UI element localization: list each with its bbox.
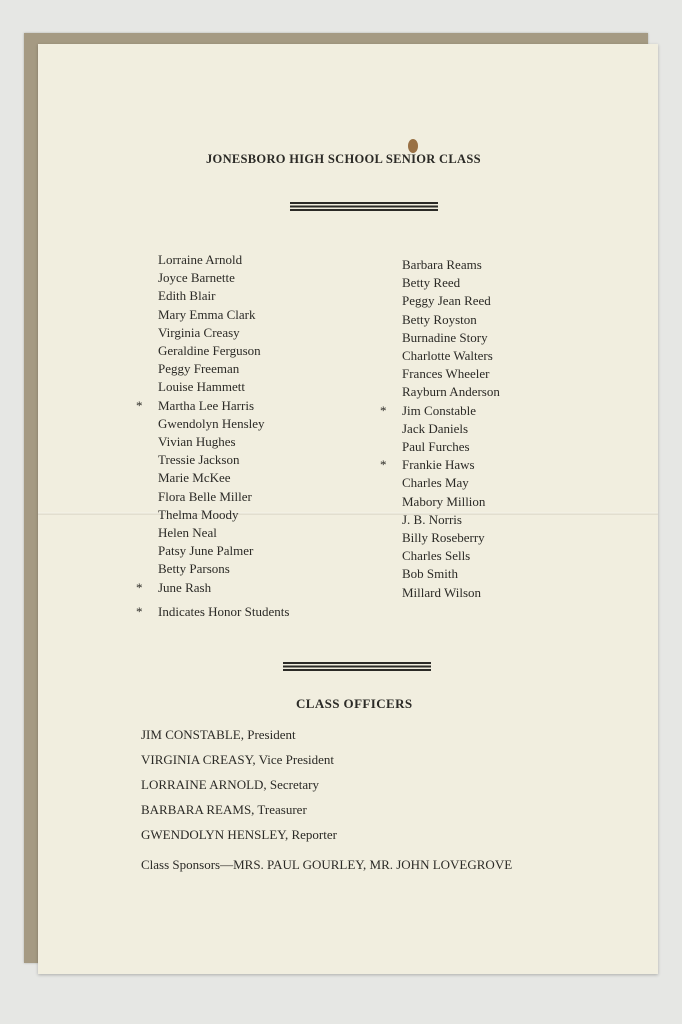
student-name-text: Billy Roseberry	[402, 530, 485, 546]
honor-marker: *	[136, 579, 143, 595]
student-name-text: Joyce Barnette	[158, 270, 235, 286]
student-name-text: Paul Furches	[402, 439, 470, 455]
student-name-text: Charles May	[402, 475, 469, 491]
student-name	[402, 584, 500, 602]
officer-vice-president: VIRGINIA CREASY, Vice President	[141, 752, 335, 767]
officer-secretary: LORRAINE ARNOLD, Secretary	[141, 777, 319, 792]
student-name	[402, 329, 500, 347]
student-name-text: Flora Belle Miller	[158, 488, 252, 504]
student-name	[402, 292, 500, 310]
officer-president: JIM CONSTABLE, President	[141, 727, 296, 742]
student-name	[402, 365, 500, 383]
student-name-text: Helen Neal	[158, 525, 217, 541]
student-name-text: Edith Blair	[158, 288, 216, 304]
student-name-text: Frankie Haws	[402, 457, 475, 473]
student-name	[402, 493, 500, 511]
student-name	[158, 342, 265, 360]
student-name-text: Betty Reed	[402, 275, 461, 291]
student-name-text: Jack Daniels	[402, 420, 469, 436]
student-name-text: Mabory Million	[402, 493, 486, 509]
student-name	[136, 579, 265, 597]
student-name	[158, 542, 265, 560]
student-name	[158, 324, 265, 342]
student-name	[402, 474, 500, 492]
student-name-text: Bob Smith	[402, 566, 458, 582]
student-name	[402, 529, 500, 547]
student-name-text: Peggy Freeman	[158, 361, 240, 377]
student-name	[402, 274, 500, 292]
honor-marker: *	[136, 604, 143, 619]
student-name	[402, 438, 500, 456]
student-name-text: Betty Parsons	[158, 561, 230, 577]
page-title: JONESBORO HIGH SCHOOL SENIOR CLASS	[206, 152, 481, 166]
student-name	[158, 269, 265, 287]
student-name	[158, 415, 265, 433]
student-list-right	[380, 256, 500, 602]
student-name-text: Charles Sells	[402, 548, 471, 564]
student-name	[158, 469, 265, 487]
student-name	[402, 256, 500, 274]
ink-stain	[408, 139, 418, 153]
student-name	[380, 402, 500, 420]
student-name-text: Frances Wheeler	[402, 366, 490, 382]
honor-note	[136, 604, 290, 620]
decorative-rule-top	[290, 202, 438, 211]
decorative-rule-bottom	[283, 662, 431, 671]
student-name-text: Peggy Jean Reed	[402, 293, 491, 309]
student-name	[158, 287, 265, 305]
student-name-text: Gwendolyn Hensley	[158, 415, 265, 431]
class-sponsors: Class Sponsors—MRS. PAUL GOURLEY, MR. JOHN LOVEGROVE	[141, 857, 513, 872]
honor-marker: *	[380, 402, 387, 418]
student-name-text: Vivian Hughes	[158, 434, 236, 450]
officer-reporter: GWENDOLYN HENSLEY, Reporter	[141, 827, 337, 842]
student-name	[158, 451, 265, 469]
student-name-text: Virginia Creasy	[158, 324, 240, 340]
honor-marker: *	[136, 397, 143, 413]
student-name	[158, 251, 265, 269]
student-name	[402, 347, 500, 365]
student-name	[402, 311, 500, 329]
student-name	[158, 433, 265, 451]
student-name	[402, 565, 500, 583]
student-list-left	[136, 251, 265, 597]
student-name	[158, 488, 265, 506]
student-name-text: Tressie Jackson	[158, 452, 240, 468]
student-name-text: Martha Lee Harris	[158, 397, 255, 413]
student-name-text: J. B. Norris	[402, 511, 462, 527]
student-name	[402, 547, 500, 565]
student-name-text: Betty Royston	[402, 311, 477, 327]
program-sheet	[38, 44, 658, 974]
student-name-text: June Rash	[158, 579, 212, 595]
student-name-text: Marie McKee	[158, 470, 231, 486]
student-name	[158, 306, 265, 324]
honor-note-text: Indicates Honor Students	[158, 604, 290, 619]
student-name-text: Burnadine Story	[402, 329, 488, 345]
student-name-text: Louise Hammett	[158, 379, 246, 395]
student-name-text: Rayburn Anderson	[402, 384, 500, 400]
student-name	[158, 524, 265, 542]
student-name	[402, 420, 500, 438]
student-name-text: Thelma Moody	[158, 506, 239, 522]
student-name	[158, 560, 265, 578]
officer-treasurer: BARBARA REAMS, Treasurer	[141, 802, 307, 817]
student-name	[158, 378, 265, 396]
student-name	[158, 360, 265, 378]
student-name	[402, 383, 500, 401]
honor-marker: *	[380, 457, 387, 473]
student-name-text: Patsy June Palmer	[158, 543, 254, 559]
student-name	[158, 506, 265, 524]
student-name-text: Barbara Reams	[402, 257, 482, 272]
student-name-text: Millard Wilson	[402, 584, 482, 600]
student-name	[402, 511, 500, 529]
student-name-text: Mary Emma Clark	[158, 306, 256, 322]
student-name	[136, 397, 265, 415]
student-name-text: Lorraine Arnold	[158, 252, 243, 267]
student-name-text: Charlotte Walters	[402, 348, 493, 364]
paper-fold-crease	[38, 512, 658, 515]
officers-heading: CLASS OFFICERS	[296, 696, 413, 711]
student-name	[380, 456, 500, 474]
student-name-text: Geraldine Ferguson	[158, 343, 261, 359]
student-name-text: Jim Constable	[402, 402, 477, 418]
officers-list	[141, 726, 337, 851]
